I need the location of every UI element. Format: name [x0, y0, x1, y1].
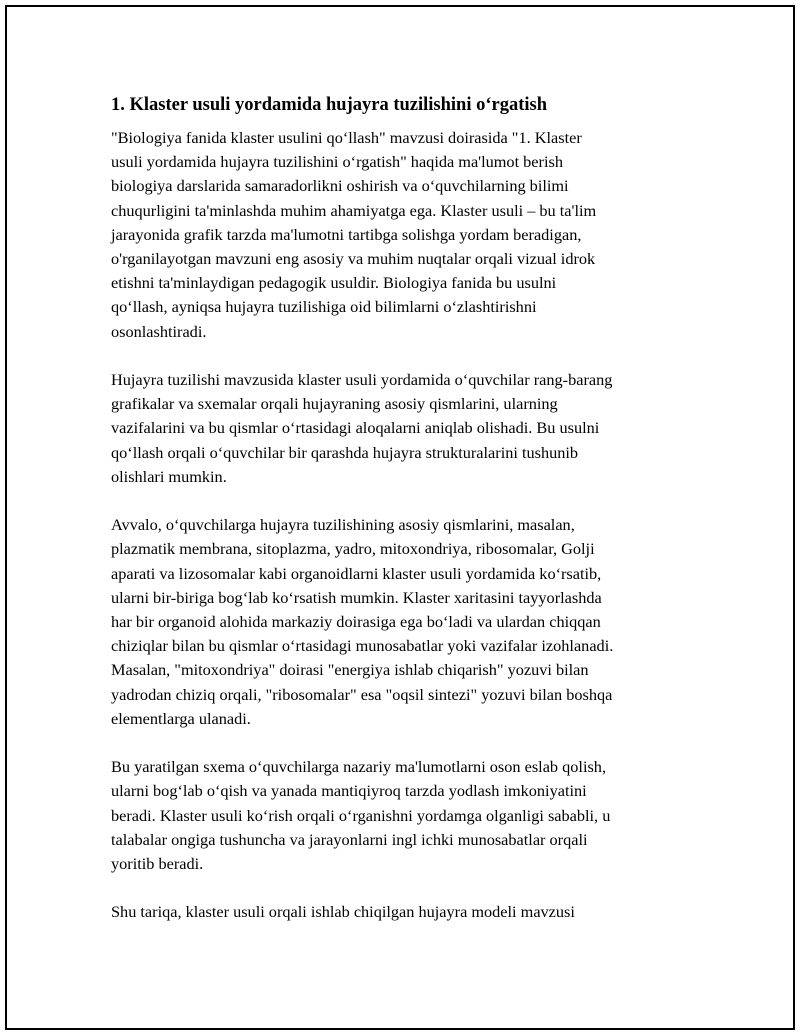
paragraph-line: Hujayra tuzilishi mavzusida klaster usuli yordamida o‘quvchilar rang-barang: [111, 370, 613, 390]
paragraph-line: usuli yordamida hujayra tuzilishini o‘rgatish" haqida ma'lumot berish: [111, 152, 563, 172]
paragraph-list: [111, 126, 691, 925]
paragraph-line: osonlashtiradi.: [111, 321, 207, 341]
paragraph-line: ularni bog‘lab o‘qish va yanada mantiqiyroq tarzda yodlash imkoniyatini: [111, 781, 587, 801]
paragraph-line: chiziqlar bilan bu qismlar o‘rtasidagi munosabatlar yoki vazifalar izohlanadi.: [111, 636, 614, 656]
paragraph-line: aparati va lizosomalar kabi organoidlarni klaster usuli yordamida ko‘rsatib,: [111, 563, 602, 583]
paragraph-line: har bir organoid alohida markaziy doirasiga ega bo‘ladi va ulardan chiqqan: [111, 612, 601, 632]
paragraph-line: Masalan, "mitoxondriya" doirasi "energiya ishlab chiqarish" yozuvi bilan: [111, 660, 589, 680]
paragraph-line: o'rganilayotgan mavzuni eng asosiy va muhim nuqtalar orqali vizual idrok: [111, 249, 596, 269]
paragraph-line: "Biologiya fanida klaster usulini qo‘llash" mavzusi doirasida "1. Klaster: [111, 128, 582, 147]
paragraph-line: beradi. Klaster usuli ko‘rish orqali o‘rganishni yordamga olganligi sababli, u: [111, 805, 611, 825]
paragraph: [111, 900, 691, 924]
paragraph-line: qo‘llash, ayniqsa hujayra tuzilishiga oid bilimlarni o‘zlashtirishni: [111, 297, 537, 317]
paragraph: [111, 126, 691, 344]
paragraph-line: chuqurligini ta'minlashda muhim ahamiyatga ega. Klaster usuli – bu ta'lim: [111, 200, 597, 220]
paragraph-line: Shu tariqa, klaster usuli orqali ishlab chiqilgan hujayra modeli mavzusi: [111, 902, 575, 922]
paragraph-line: vazifalarini va bu qismlar o‘rtasidagi aloqalarni aniqlab olishadi. Bu usulni: [111, 418, 600, 438]
paragraph-line: qo‘llash orqali o‘quvchilar bir qarashda hujayra strukturalarini tushunib: [111, 442, 579, 462]
paragraph: [111, 513, 691, 731]
paragraph-line: yoritib beradi.: [111, 854, 204, 874]
document-heading: 1. Klaster usuli yordamida hujayra tuzilishini o‘rgatish: [111, 95, 547, 115]
paragraph-line: biologiya darslarida samaradorlikni oshirish va o‘quvchilarning bilimi: [111, 176, 569, 196]
document-body: [111, 92, 691, 949]
paragraph-line: ularni bir-biriga bog‘lab ko‘rsatish mumkin. Klaster xaritasini tayyorlashda: [111, 587, 602, 607]
paragraph-line: olishlari mumkin.: [111, 466, 227, 486]
paragraph-line: plazmatik membrana, sitoplazma, yadro, mitoxondriya, ribosomalar, Golji: [111, 539, 595, 559]
paragraph-line: talabalar ongiga tushuncha va jarayonlarni ingl ichki munosabatlar orqali: [111, 829, 588, 849]
paragraph: [111, 755, 691, 876]
paragraph-line: jarayonida grafik tarzda ma'lumotni tartibga solishga yordam beradigan,: [111, 224, 582, 244]
paragraph-line: Avvalo, o‘quvchilarga hujayra tuzilishining asosiy qismlarini, masalan,: [111, 515, 575, 535]
paragraph-line: elementlarga ulanadi.: [111, 708, 251, 728]
paragraph: [111, 368, 691, 489]
paragraph-line: Bu yaratilgan sxema o‘quvchilarga nazariy ma'lumotlarni oson eslab qolish,: [111, 757, 607, 777]
paragraph-line: grafikalar va sxemalar orqali hujayraning asosiy qismlarini, ularning: [111, 394, 558, 414]
paragraph-line: etishni ta'minlaydigan pedagogik usuldir. Biologiya fanida bu usulni: [111, 273, 557, 293]
paragraph-line: yadrodan chiziq orqali, "ribosomalar" esa "oqsil sintezi" yozuvi bilan boshqa: [111, 684, 613, 704]
